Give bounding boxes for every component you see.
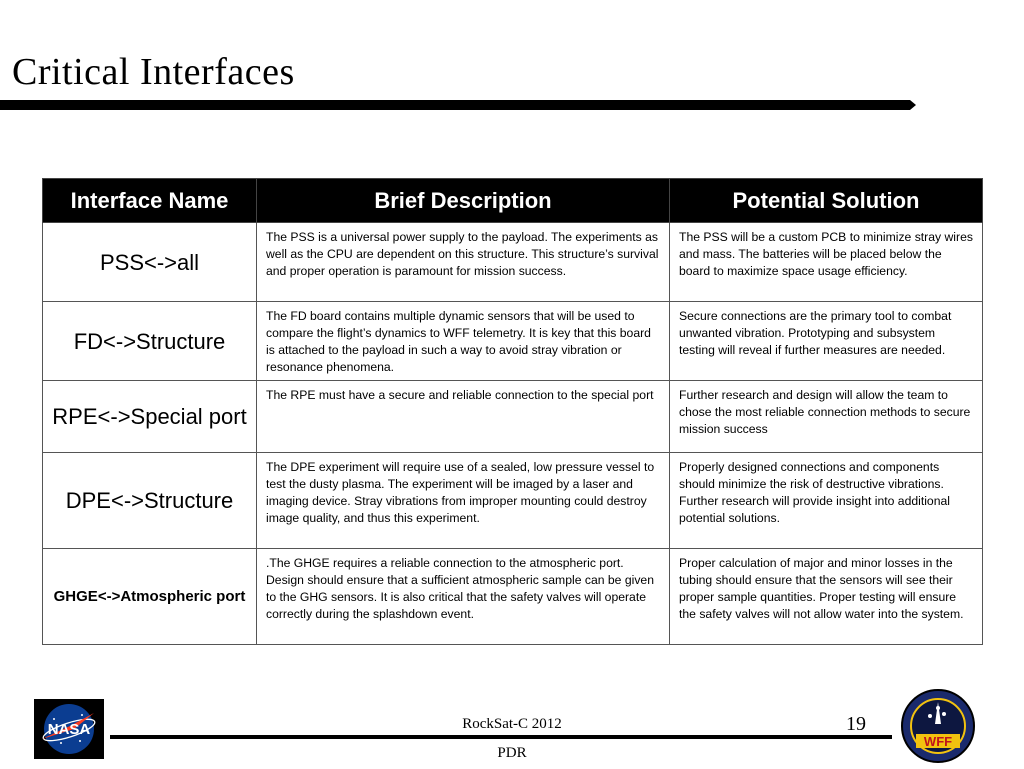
header-potential-solution: Potential Solution: [670, 179, 983, 223]
interface-name-cell: PSS<->all: [43, 223, 257, 302]
interface-name-cell: DPE<->Structure: [43, 453, 257, 549]
table-row: [43, 549, 983, 645]
slide-title: Critical Interfaces: [12, 51, 295, 93]
interface-name-cell: FD<->Structure: [43, 302, 257, 381]
wff-logo-icon: [900, 688, 976, 764]
svg-text:NASA: NASA: [47, 721, 91, 738]
table-row: [43, 302, 983, 381]
interface-name-cell: GHGE<->Atmospheric port: [43, 549, 257, 645]
header-brief-description: Brief Description: [257, 179, 670, 223]
interfaces-table: [42, 178, 983, 645]
header-interface-name: Interface Name: [43, 179, 257, 223]
description-cell: The RPE must have a secure and reliable connection to the special port: [257, 381, 670, 453]
table-header-row: [43, 179, 983, 223]
solution-cell: Proper calculation of major and minor losses in the tubing should ensure that the sensors will see their proper sample quantities. Proper testing will ensure the safety valves will not allow water into the system.: [670, 549, 983, 645]
solution-cell: Secure connections are the primary tool to combat unwanted vibration. Prototyping and subsystem testing will reveal if further measures are needed.: [670, 302, 983, 381]
footer-review-label: PDR: [497, 745, 527, 761]
footer-course-label: RockSat-C 2012: [462, 716, 562, 732]
description-cell: The FD board contains multiple dynamic sensors that will be used to compare the flight’s dynamics to WFF telemetry. It is key that this board is attached to the payload in such a way to avoid stray vibration or resonance phenomena.: [257, 302, 670, 381]
solution-cell: Further research and design will allow the team to chose the most reliable connection methods to secure mission success: [670, 381, 983, 453]
page-number: 19: [846, 713, 866, 735]
description-cell: The PSS is a universal power supply to the payload. The experiments as well as the CPU are dependent on this structure. This structure’s survival and proper operation is paramount for mission success.: [257, 223, 670, 302]
nasa-logo-icon: [34, 699, 104, 759]
interface-name-cell: RPE<->Special port: [43, 381, 257, 453]
solution-cell: Properly designed connections and components should minimize the risk of destructive vibrations. Further research will provide insight into additional potential solutions.: [670, 453, 983, 549]
footer-divider: [110, 735, 892, 739]
description-cell: .The GHGE requires a reliable connection to the atmospheric port. Design should ensure that a sufficient atmospheric sample can be given to the GHG sensors. It is also critical that the safety valves will operate correctly during the splashdown event.: [257, 549, 670, 645]
svg-text:WFF: WFF: [923, 734, 953, 749]
solution-cell: The PSS will be a custom PCB to minimize stray wires and mass. The batteries will be placed below the board to maximize space usage efficiency.: [670, 223, 983, 302]
table-row: [43, 381, 983, 453]
description-cell: The DPE experiment will require use of a sealed, low pressure vessel to test the dusty plasma. The experiment will be imaged by a laser and imaging device. Stray vibrations from improper mounting could destroy image quality, and thus this experiment.: [257, 453, 670, 549]
title-divider: [0, 100, 910, 110]
table-row: [43, 453, 983, 549]
table-row: [43, 223, 983, 302]
